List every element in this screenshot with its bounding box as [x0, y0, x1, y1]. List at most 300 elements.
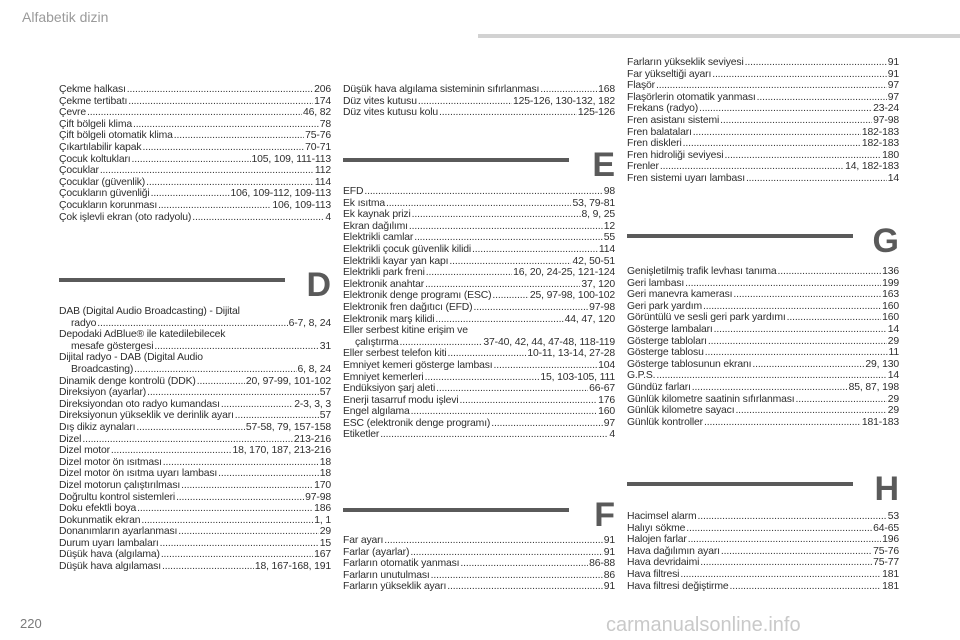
index-entry [59, 515, 331, 527]
index-term: Halıyı sökme [627, 522, 686, 534]
dot-leader [163, 457, 319, 469]
index-entry [59, 422, 331, 434]
index-term: Dizel motorun çalıştırılması [59, 479, 181, 491]
index-term: Doku efektli boya [59, 503, 137, 515]
index-entry [343, 570, 615, 582]
index-term: Dizel motor ön ısıtması [59, 456, 162, 468]
index-entry [59, 84, 331, 96]
index-term: Gösterge tabloları [627, 335, 707, 347]
header-rule [478, 34, 960, 38]
index-entry [59, 410, 331, 422]
page-ref: 20, 97-99, 101-102 [245, 375, 331, 387]
index-entry [59, 549, 331, 561]
dot-leader [414, 232, 603, 244]
index-term: radyo [71, 317, 97, 329]
index-term: Far ayarı [343, 535, 384, 546]
page-ref: 14, 182-183 [845, 161, 899, 173]
index-entry [59, 96, 331, 108]
index-entry [627, 324, 899, 336]
index-entry [343, 107, 615, 119]
page-ref: 18, 170, 187, 213-216 [232, 445, 331, 457]
dot-leader [235, 410, 319, 422]
page-ref: 6, 8, 24 [297, 363, 331, 375]
page-ref: 29, 130 [865, 358, 899, 370]
index-term: Çocuklar (güvenlik) [59, 176, 146, 188]
index-term: Endüksiyon şarj aleti [343, 383, 436, 395]
page-ref: 4 [609, 429, 615, 441]
page-ref: 85, 87, 198 [848, 381, 899, 393]
index-term: Elektrikli kayar yan kapı [343, 255, 449, 267]
dot-leader [745, 57, 887, 69]
dot-leader [160, 538, 319, 550]
page-ref: 29 [887, 393, 899, 405]
index-entry [627, 557, 899, 569]
index-term: Elektronik marş kilidi [343, 313, 435, 325]
dot-leader [142, 142, 304, 154]
index-entry [343, 406, 615, 418]
index-term: Görüntülü ve sesli geri park yardımı [627, 312, 786, 324]
page-ref: 186 [314, 503, 331, 515]
page-ref: 196 [882, 534, 899, 546]
index-entry [627, 581, 899, 593]
dot-leader [410, 547, 602, 559]
dot-leader [425, 372, 540, 384]
index-term: Dinamik denge kontrolü (DDK) [59, 375, 196, 387]
page-ref: 97-98 [589, 301, 615, 313]
dot-leader [735, 405, 886, 417]
page-ref: 181 [882, 580, 899, 592]
index-term: Elektronik anahtar [343, 278, 425, 290]
index-term: Geri manevra kamerası [627, 289, 733, 301]
dot-leader [100, 165, 314, 177]
index-term: Frekans (radyo) [627, 103, 699, 115]
page-ref: 37, 120 [581, 278, 615, 290]
index-term: EFD [343, 186, 364, 197]
dot-leader [692, 382, 848, 394]
index-term: Durum uyarı lambaları [59, 537, 159, 549]
dot-leader [141, 515, 313, 527]
dot-leader [491, 418, 602, 430]
page-ref: 29 [319, 526, 331, 538]
page-ref: 12 [603, 220, 615, 232]
page-ref: 106, 109-112, 109-113 [230, 188, 331, 200]
dot-leader [686, 523, 872, 535]
index-term: Günlük kontroller [627, 416, 703, 428]
index-term: Çocukların güvenliği [59, 188, 150, 200]
page-ref: 206 [314, 84, 331, 95]
index-term: Gösterge lambaları [627, 323, 713, 335]
section-header-f [343, 496, 615, 540]
index-entry: DAB (Digital Audio Broadcasting) - Dijital [59, 306, 240, 317]
section-letter: D [306, 266, 331, 304]
page-ref: 106, 109-113 [272, 199, 331, 211]
page-ref: 97 [603, 417, 615, 429]
section-letter: G [872, 222, 899, 260]
dot-leader [656, 80, 887, 92]
index-term: mesafe göstergesi [71, 340, 154, 352]
index-entry [59, 318, 331, 330]
dot-leader [409, 221, 603, 233]
dot-leader [87, 107, 302, 119]
index-entry [343, 429, 615, 441]
index-entry [627, 546, 899, 558]
index-entry [343, 314, 615, 326]
dot-leader [447, 581, 603, 593]
page-ref: 31 [319, 340, 331, 352]
index-term: Enerji tasarruf modu işlevi [343, 394, 459, 406]
index-entry [627, 382, 899, 394]
section-bar [59, 278, 285, 282]
dot-leader [412, 209, 581, 221]
page-ref: 86 [603, 569, 615, 581]
index-entry: Depodaki AdBlue® ile katedilebilecek [59, 329, 226, 341]
dot-leader [472, 244, 598, 256]
index-term: Elektronik denge programı (ESC) [343, 290, 492, 302]
index-entry [343, 337, 615, 349]
dot-leader [426, 267, 512, 279]
page-ref: 75-77 [873, 557, 899, 569]
dot-leader [133, 119, 319, 131]
dot-leader [411, 406, 597, 418]
index-term: Eller serbest telefon kiti [343, 348, 447, 360]
index-entry [627, 115, 899, 127]
index-entry [627, 289, 899, 301]
dot-leader [162, 561, 254, 573]
dot-leader [705, 347, 888, 359]
index-term: Fren hidroliği seviyesi [627, 149, 724, 161]
index-entry [59, 188, 331, 200]
page-ref: 181 [882, 568, 899, 580]
section-header-g [627, 222, 899, 266]
index-entry [627, 103, 899, 115]
index-term: Ek ısıtma [343, 197, 385, 209]
dot-leader [724, 150, 881, 162]
page-ref: 86-88 [589, 558, 615, 570]
page-ref: 160 [882, 300, 899, 312]
index-entry [59, 468, 331, 480]
section-header-h [627, 470, 899, 514]
dot-leader [685, 278, 881, 290]
page-ref: 46, 82 [303, 107, 331, 119]
index-term: Donanımların ayarlanması [59, 526, 178, 538]
index-term: Direksiyon (ayarlar) [59, 387, 147, 399]
index-term: Fren sistemi uyarı lambası [627, 172, 745, 184]
page-ref: 180 [882, 149, 899, 161]
index-term: Dokunmatik ekran [59, 514, 141, 526]
index-entry [343, 383, 615, 395]
index-term: G.P.S. [627, 370, 656, 382]
index-term: Etiketler [343, 429, 380, 441]
index-term: Çevre [59, 107, 86, 119]
index-column-2-d [343, 84, 615, 119]
page-ref: 105, 109, 111-113 [251, 153, 331, 165]
index-column-1-d [59, 306, 331, 573]
index-term: Düşük hava (algılama) [59, 549, 160, 561]
dot-leader [174, 130, 304, 142]
page-ref: 29 [887, 335, 899, 347]
index-term: ESC (elektronik denge programı) [343, 417, 491, 429]
dot-leader [733, 289, 881, 301]
dot-leader [161, 549, 313, 561]
dot-leader [730, 581, 882, 593]
index-entry [59, 538, 331, 550]
page-ref: 114 [314, 176, 331, 188]
index-term: Elektrikli camlar [343, 232, 414, 244]
dot-leader [712, 69, 887, 81]
dot-leader [218, 468, 319, 480]
page-ref: 8, 9, 25 [581, 209, 615, 221]
dot-leader [192, 212, 324, 224]
index-entry [627, 511, 899, 523]
index-entry [59, 119, 331, 131]
dot-leader [693, 127, 861, 139]
page-ref: 53, 79-81 [572, 197, 615, 209]
index-entry [343, 267, 615, 279]
index-term: Hava filtresi [627, 568, 680, 580]
index-entry [627, 405, 899, 417]
index-entry [59, 165, 331, 177]
dot-leader [137, 503, 313, 515]
index-entry [627, 417, 899, 429]
page-ref: 163 [882, 289, 899, 301]
index-entry [627, 301, 899, 313]
index-entry [59, 376, 331, 388]
index-entry [59, 200, 331, 212]
page-ref: 64-65 [873, 522, 899, 534]
index-term: Geri park yardım [627, 300, 702, 312]
index-entry [59, 561, 331, 573]
dot-leader [418, 96, 512, 108]
dot-leader [181, 480, 313, 492]
index-entry [59, 154, 331, 166]
page-number: 220 [20, 616, 42, 631]
dot-leader [154, 341, 318, 353]
index-entry [59, 387, 331, 399]
index-column-3-h [627, 511, 899, 592]
page-ref: 15, 103-105, 111 [540, 371, 615, 383]
index-column-1-c [59, 84, 331, 223]
page-ref: 91 [603, 535, 615, 546]
index-entry [627, 312, 899, 324]
index-term: Düşük hava algılaması [59, 561, 161, 573]
index-term: Farlar (ayarlar) [343, 546, 410, 558]
index-term: Gösterge tablosunun ekranı [627, 358, 752, 370]
index-term: Dizel motor ön ısıtma uyarı lambası [59, 468, 218, 480]
page-ref: 182-183 [861, 138, 899, 150]
dot-leader [460, 558, 588, 570]
dot-leader [688, 534, 881, 546]
dot-leader [132, 154, 251, 166]
index-entry [343, 547, 615, 559]
page-ref: 160 [598, 406, 615, 418]
index-entry [627, 569, 899, 581]
index-entry [59, 492, 331, 504]
page-ref: 167 [314, 549, 331, 561]
dot-leader [721, 546, 872, 558]
index-term: Günlük kilometre saatinin sıfırlanması [627, 393, 795, 405]
index-entry [343, 84, 615, 96]
index-entry [627, 336, 899, 348]
index-term: Hava dağılımın ayarı [627, 545, 720, 557]
index-entry [627, 80, 899, 92]
index-entry [343, 198, 615, 210]
index-column-3-g [627, 266, 899, 428]
dot-leader [176, 492, 304, 504]
index-term: Farların yükseklik seviyesi [627, 57, 744, 68]
index-entry [343, 221, 615, 233]
page-ref: 70-71 [305, 141, 331, 153]
page-ref: 174 [314, 95, 331, 107]
index-term: Çekme halkası [59, 84, 126, 95]
dot-leader [492, 290, 528, 302]
index-entry: Eller serbest kitine erişim ve [343, 325, 468, 337]
page-ref: 213-216 [293, 433, 331, 445]
index-term: Doğrultu kontrol sistemleri [59, 491, 176, 503]
index-term: Farların yükseklik ayarı [343, 581, 447, 593]
dot-leader [431, 570, 603, 582]
index-term: Çekme tertibatı [59, 95, 128, 107]
dot-leader [82, 434, 293, 446]
section-letter: H [874, 470, 899, 508]
page-ref: 97 [887, 80, 899, 92]
dot-leader [380, 429, 608, 441]
page-ref: 25, 97-98, 100-102 [529, 290, 615, 302]
dot-leader [364, 186, 602, 198]
index-entry [627, 173, 899, 185]
dot-leader [787, 312, 882, 324]
dot-leader [746, 173, 887, 185]
index-entry [343, 372, 615, 384]
dot-leader [136, 422, 244, 434]
page-ref: 75-76 [305, 130, 331, 142]
page-ref: 18 [319, 468, 331, 480]
dot-leader [540, 84, 597, 96]
index-entry [59, 107, 331, 119]
index-entry [59, 434, 331, 446]
index-term: Emniyet kemerleri [343, 371, 424, 383]
index-entry [627, 359, 899, 371]
page-ref: 168 [598, 84, 615, 95]
dot-leader [435, 314, 563, 326]
index-entry [627, 266, 899, 278]
page-ref: 29 [887, 405, 899, 417]
page-ref: 112 [314, 165, 331, 177]
index-term: Ek kaynak prizi [343, 209, 411, 221]
section-bar [343, 508, 569, 512]
index-term: Genişletilmiş trafik levhası tanıma [627, 266, 777, 277]
page-ref: 4 [325, 211, 331, 223]
page-ref: 66-67 [589, 383, 615, 395]
page-ref: 170 [314, 479, 331, 491]
index-entry [343, 302, 615, 314]
index-term: Flaşör [627, 80, 655, 92]
index-term: Halojen farlar [627, 534, 687, 546]
index-term: Çift bölgeli otomatik klima [59, 130, 173, 142]
dot-leader [757, 92, 887, 104]
dot-leader [147, 387, 319, 399]
index-term: Hacimsel alarm [627, 511, 697, 522]
index-entry [627, 57, 899, 69]
index-entry [627, 347, 899, 359]
page-ref: 10-11, 13-14, 27-28 [527, 348, 615, 360]
page-ref: 16, 20, 24-25, 121-124 [513, 267, 615, 279]
index-entry [343, 232, 615, 244]
index-term: Çocuklar [59, 165, 99, 177]
dot-leader [494, 360, 598, 372]
page-ref: 104 [598, 359, 615, 371]
dot-leader [128, 96, 313, 108]
index-term: Dizel motor [59, 445, 110, 457]
index-term: Engel algılama [343, 406, 410, 418]
section-header-d [59, 266, 331, 310]
page-ref: 136 [882, 266, 899, 277]
index-entry [627, 69, 899, 81]
page-ref: 18, 167-168, 191 [254, 561, 331, 573]
index-entry [343, 360, 615, 372]
dot-leader [660, 161, 844, 173]
page-ref: 14 [887, 370, 899, 382]
page-header-title: Alfabetik dizin [22, 9, 109, 25]
index-term: Farların unutulması [343, 569, 430, 581]
dot-leader [796, 394, 887, 406]
index-term: Far yükseltiği ayarı [627, 68, 712, 80]
index-column-2-e [343, 186, 615, 441]
dot-leader [460, 395, 598, 407]
index-entry [627, 534, 899, 546]
index-entry [59, 212, 331, 224]
dot-leader [134, 364, 296, 376]
index-term: Flaşörlerin otomatik yanması [627, 91, 756, 103]
index-entry [627, 278, 899, 290]
index-entry [59, 142, 331, 154]
index-term: Hava filtresi değiştirme [627, 580, 729, 592]
dot-leader [127, 84, 313, 96]
index-term: Günlük kilometre sayacı [627, 405, 735, 417]
page-ref: 57 [319, 387, 331, 399]
index-entry [343, 186, 615, 198]
index-entry [627, 150, 899, 162]
dot-leader [111, 445, 232, 457]
index-term: Çift bölgeli klima [59, 118, 132, 130]
index-term: Elektronik fren dağıtıcı (EFD) [343, 301, 473, 313]
index-entry [627, 394, 899, 406]
index-term: Fren diskleri [627, 138, 682, 150]
page-ref: 75-76 [873, 545, 899, 557]
dot-leader [146, 177, 314, 189]
dot-leader [704, 417, 861, 429]
index-term: Emniyet kemeri gösterge lambası [343, 359, 493, 371]
index-entry: Dijital radyo - DAB (Digital Audio [59, 352, 203, 364]
index-entry [343, 256, 615, 268]
page-ref: 23-24 [873, 103, 899, 115]
dot-leader [178, 526, 318, 538]
index-column-3-f [627, 57, 899, 185]
page-ref: 11 [888, 347, 899, 359]
dot-leader [778, 266, 882, 278]
index-term: Farların otomatik yanması [343, 558, 460, 570]
index-term: Çocukların korunması [59, 199, 158, 211]
index-entry [343, 348, 615, 360]
index-term: Hava devridaimi [627, 557, 700, 569]
page-ref: 14 [887, 323, 899, 335]
index-entry [627, 127, 899, 139]
dot-leader [714, 324, 887, 336]
page-ref: 125-126, 130-132, 182 [513, 95, 615, 107]
section-bar [627, 482, 853, 486]
index-term: Dış dikiz aynaları [59, 421, 136, 433]
dot-leader [386, 198, 571, 210]
page-ref: 78 [319, 118, 331, 130]
